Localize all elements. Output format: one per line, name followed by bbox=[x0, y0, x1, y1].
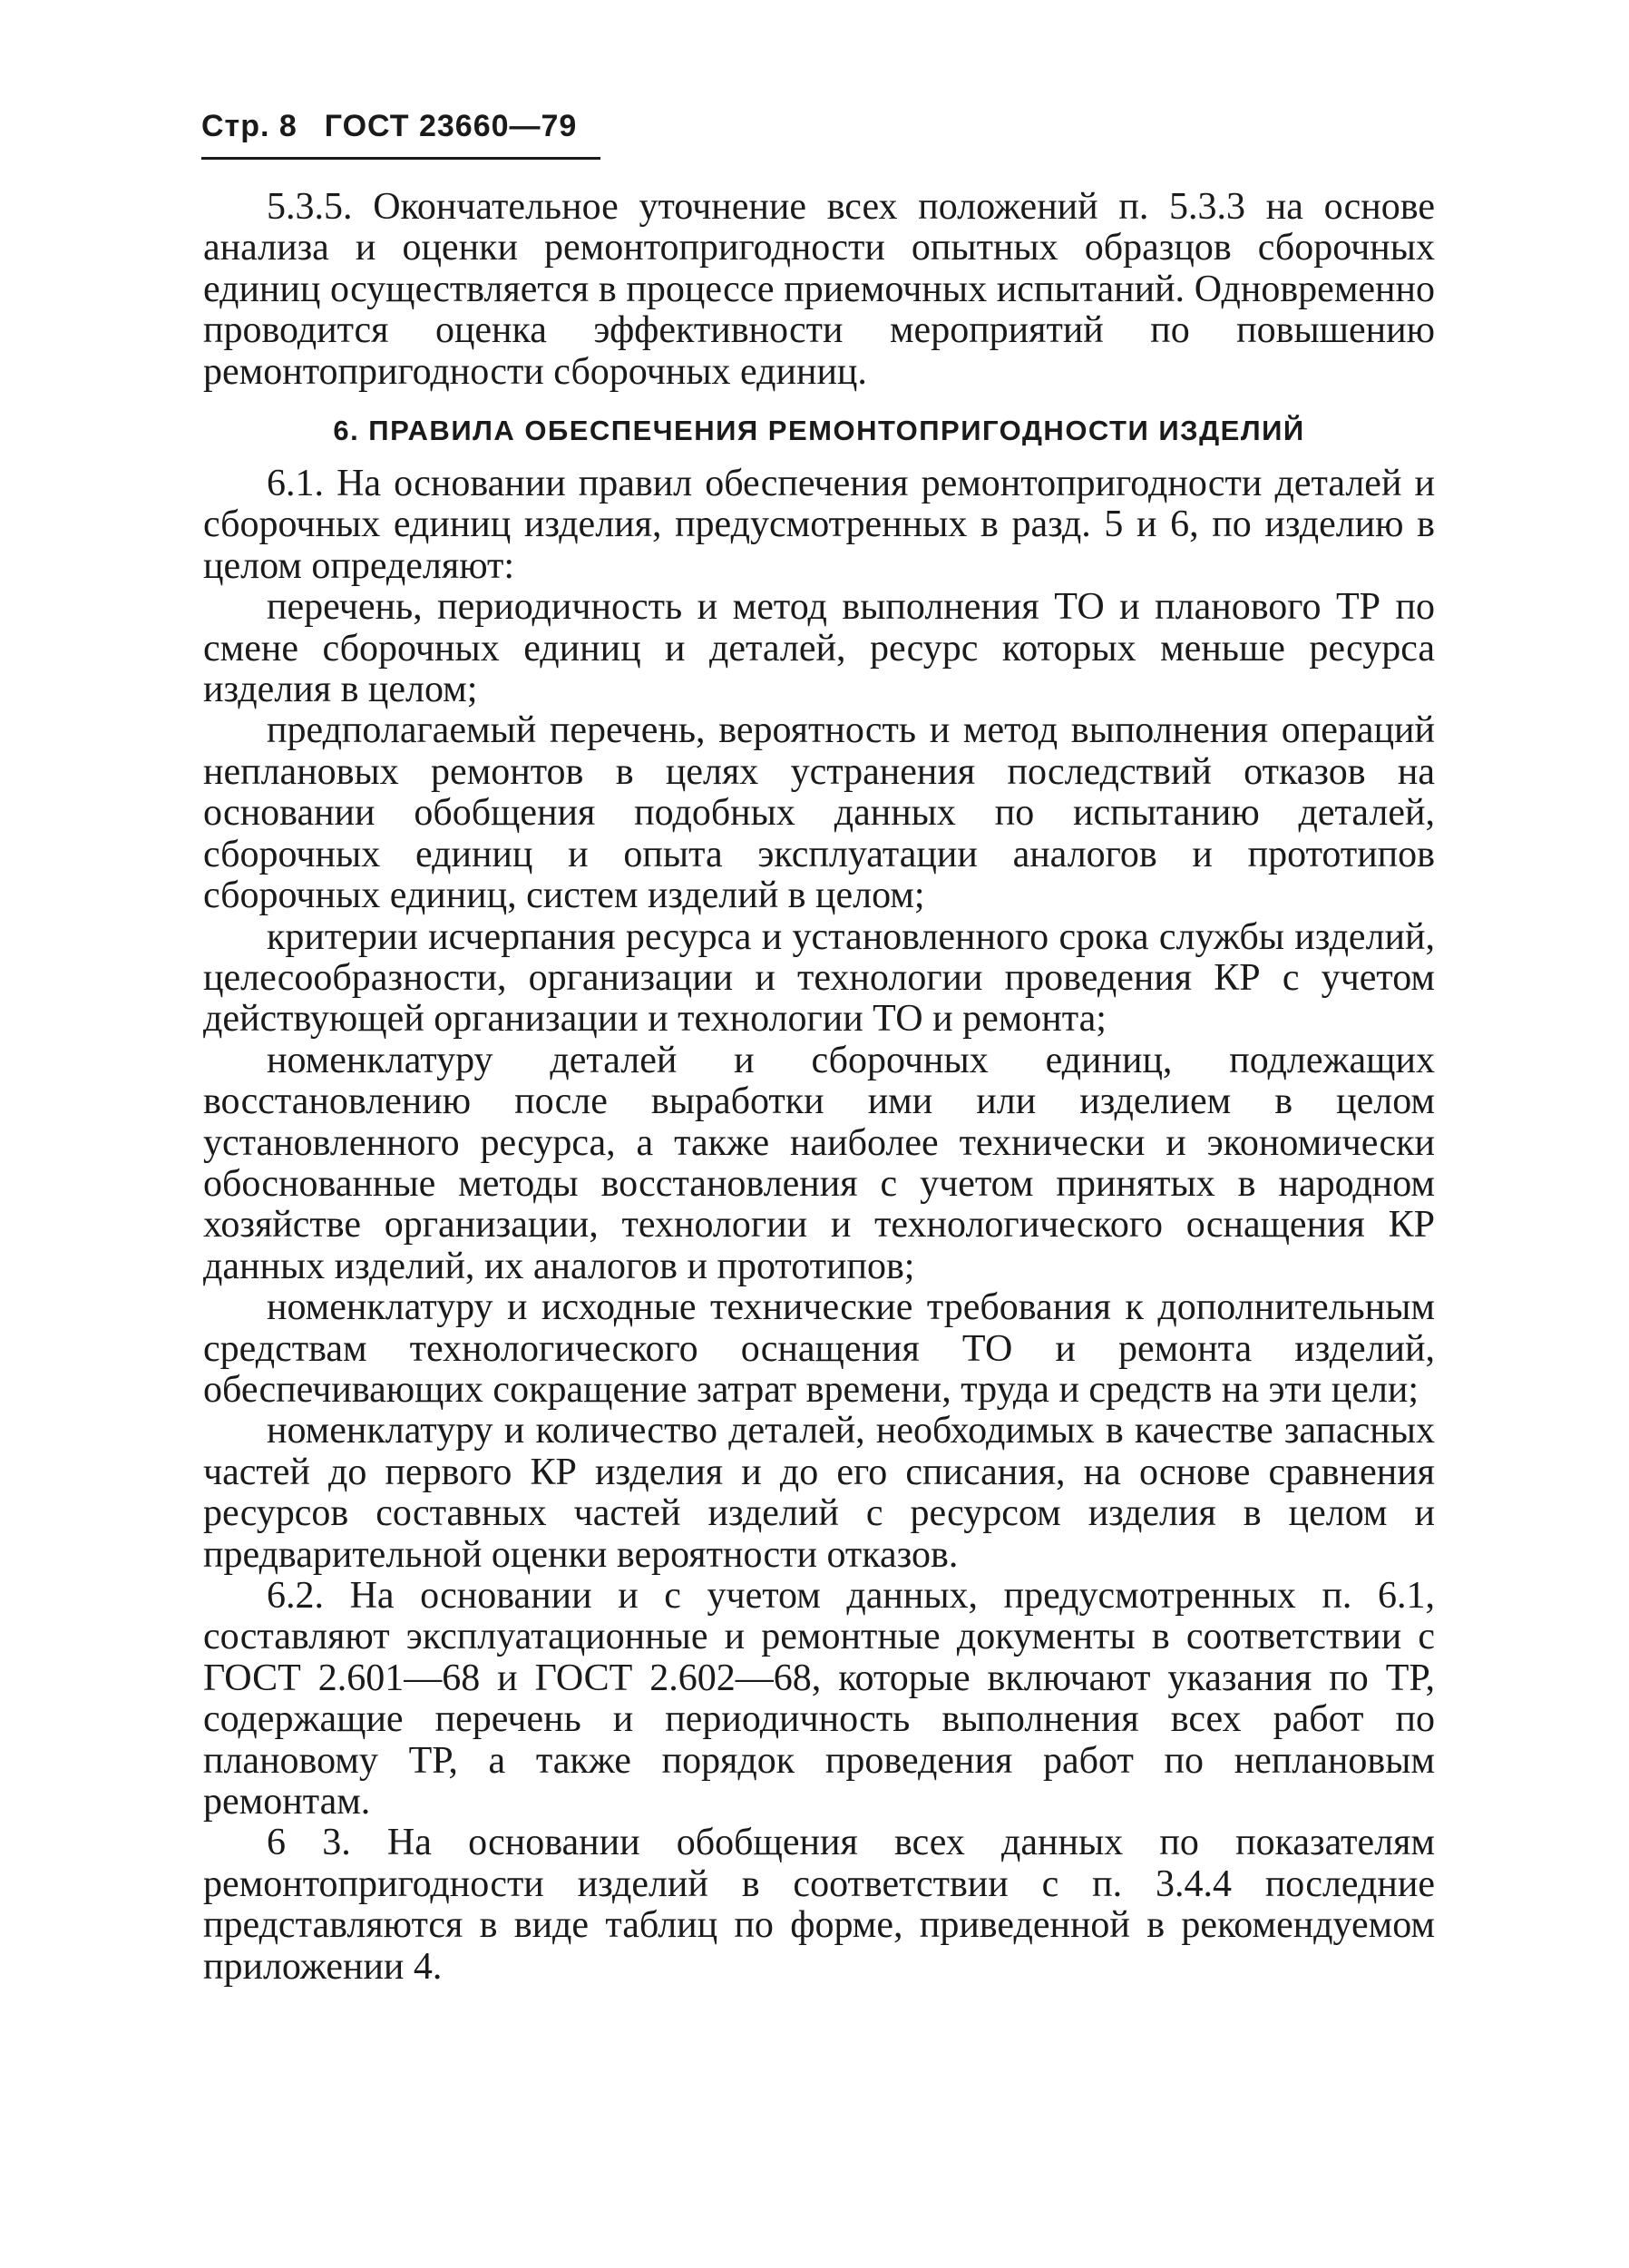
list-item-to-tr: перечень, периодичность и метод выполнения ТО и планового ТР по смене сборочных единиц и деталей, ресурс которых меньше ресурса изделия в целом; bbox=[203, 586, 1435, 711]
paragraph-6-2: 6.2. На основании и с учетом данных, предусмотренных п. 6.1, составляют эксплуатационные и ремонтные документы в соответствии с ГОСТ 2.601—68 и ГОСТ 2.602—68, которые включают указания по ТР, содержащие перечень и периодичность выполнения всех работ по плановому ТР, а также порядок проведения работ по неплановым ремонтам. bbox=[203, 1575, 1435, 1823]
paragraph-5-3-5: 5.3.5. Окончательное уточнение всех положений п. 5.3.3 на основе анализа и оценки ремонтопригодности опытных образцов сборочных единиц осуществляется в процессе приемочных испытаний. Одновременно проводится оценка эффективности мероприятий по повышению ремонтопригодности сборочных единиц. bbox=[203, 186, 1435, 393]
section-heading-6: 6. ПРАВИЛА ОБЕСПЕЧЕНИЯ РЕМОНТОПРИГОДНОСТИ ИЗДЕЛИЙ bbox=[333, 415, 1305, 447]
list-item-resource-criteria: критерии исчерпания ресурса и установленного срока службы изделий, целесообразности, организации и технологии проведения КР с учетом действующей организации и технологии ТО и ремонта; bbox=[203, 915, 1435, 1041]
document-body bbox=[203, 187, 1435, 1988]
list-item-restoration-nomenclature: номенклатуру деталей и сборочных единиц, подлежащих восстановлению после выработки ими или изделием в целом установленного ресурса, а также наиболее технически и экономически обоснованные методы восстановления с учетом принятых в народном хозяйстве организации, технологии и технологического оснащения КР данных изделий, их аналогов и прототипов; bbox=[203, 1039, 1435, 1287]
list-item-unplanned-repairs: предполагаемый перечень, вероятность и метод выполнения операций неплановых ремонтов в целях устранения последствий отказов на основании обобщения подобных данных по испытанию деталей, сборочных единиц и опыта эксплуатации аналогов и прототипов сборочных единиц, систем изделий в целом; bbox=[203, 709, 1435, 917]
list-item-equipment-requirements: номенклатуру и исходные технические требования к дополнительным средствам технологического оснащения ТО и ремонта изделий, обеспечивающих сокращение затрат времени, труда и средств на эти цели; bbox=[203, 1286, 1435, 1411]
paragraph-6-1: 6.1. На основании правил обеспечения ремонтопригодности деталей и сборочных единиц изделия, предусмотренных в разд. 5 и 6, по изделию в целом определяют: bbox=[203, 463, 1435, 587]
document-code: ГОСТ 23660—79 bbox=[324, 109, 578, 143]
list-item-spare-parts: номенклатуру и количество деталей, необходимых в качестве запасных частей до первого КР изделия и до его списания, на основе сравнения ресурсов составных частей изделий с ресурсом изделия в целом и предварительной оценки вероятности отказов. bbox=[203, 1410, 1435, 1576]
page-number: Стр. 8 bbox=[201, 109, 298, 143]
paragraph-6-3: 6 3. На основании обобщения всех данных по показателям ремонтопригодности изделий в соответствии с п. 3.4.4 последние представляются в виде таблиц по форме, приведенной в рекомендуемом приложении 4. bbox=[203, 1822, 1435, 1988]
running-header bbox=[201, 109, 600, 160]
